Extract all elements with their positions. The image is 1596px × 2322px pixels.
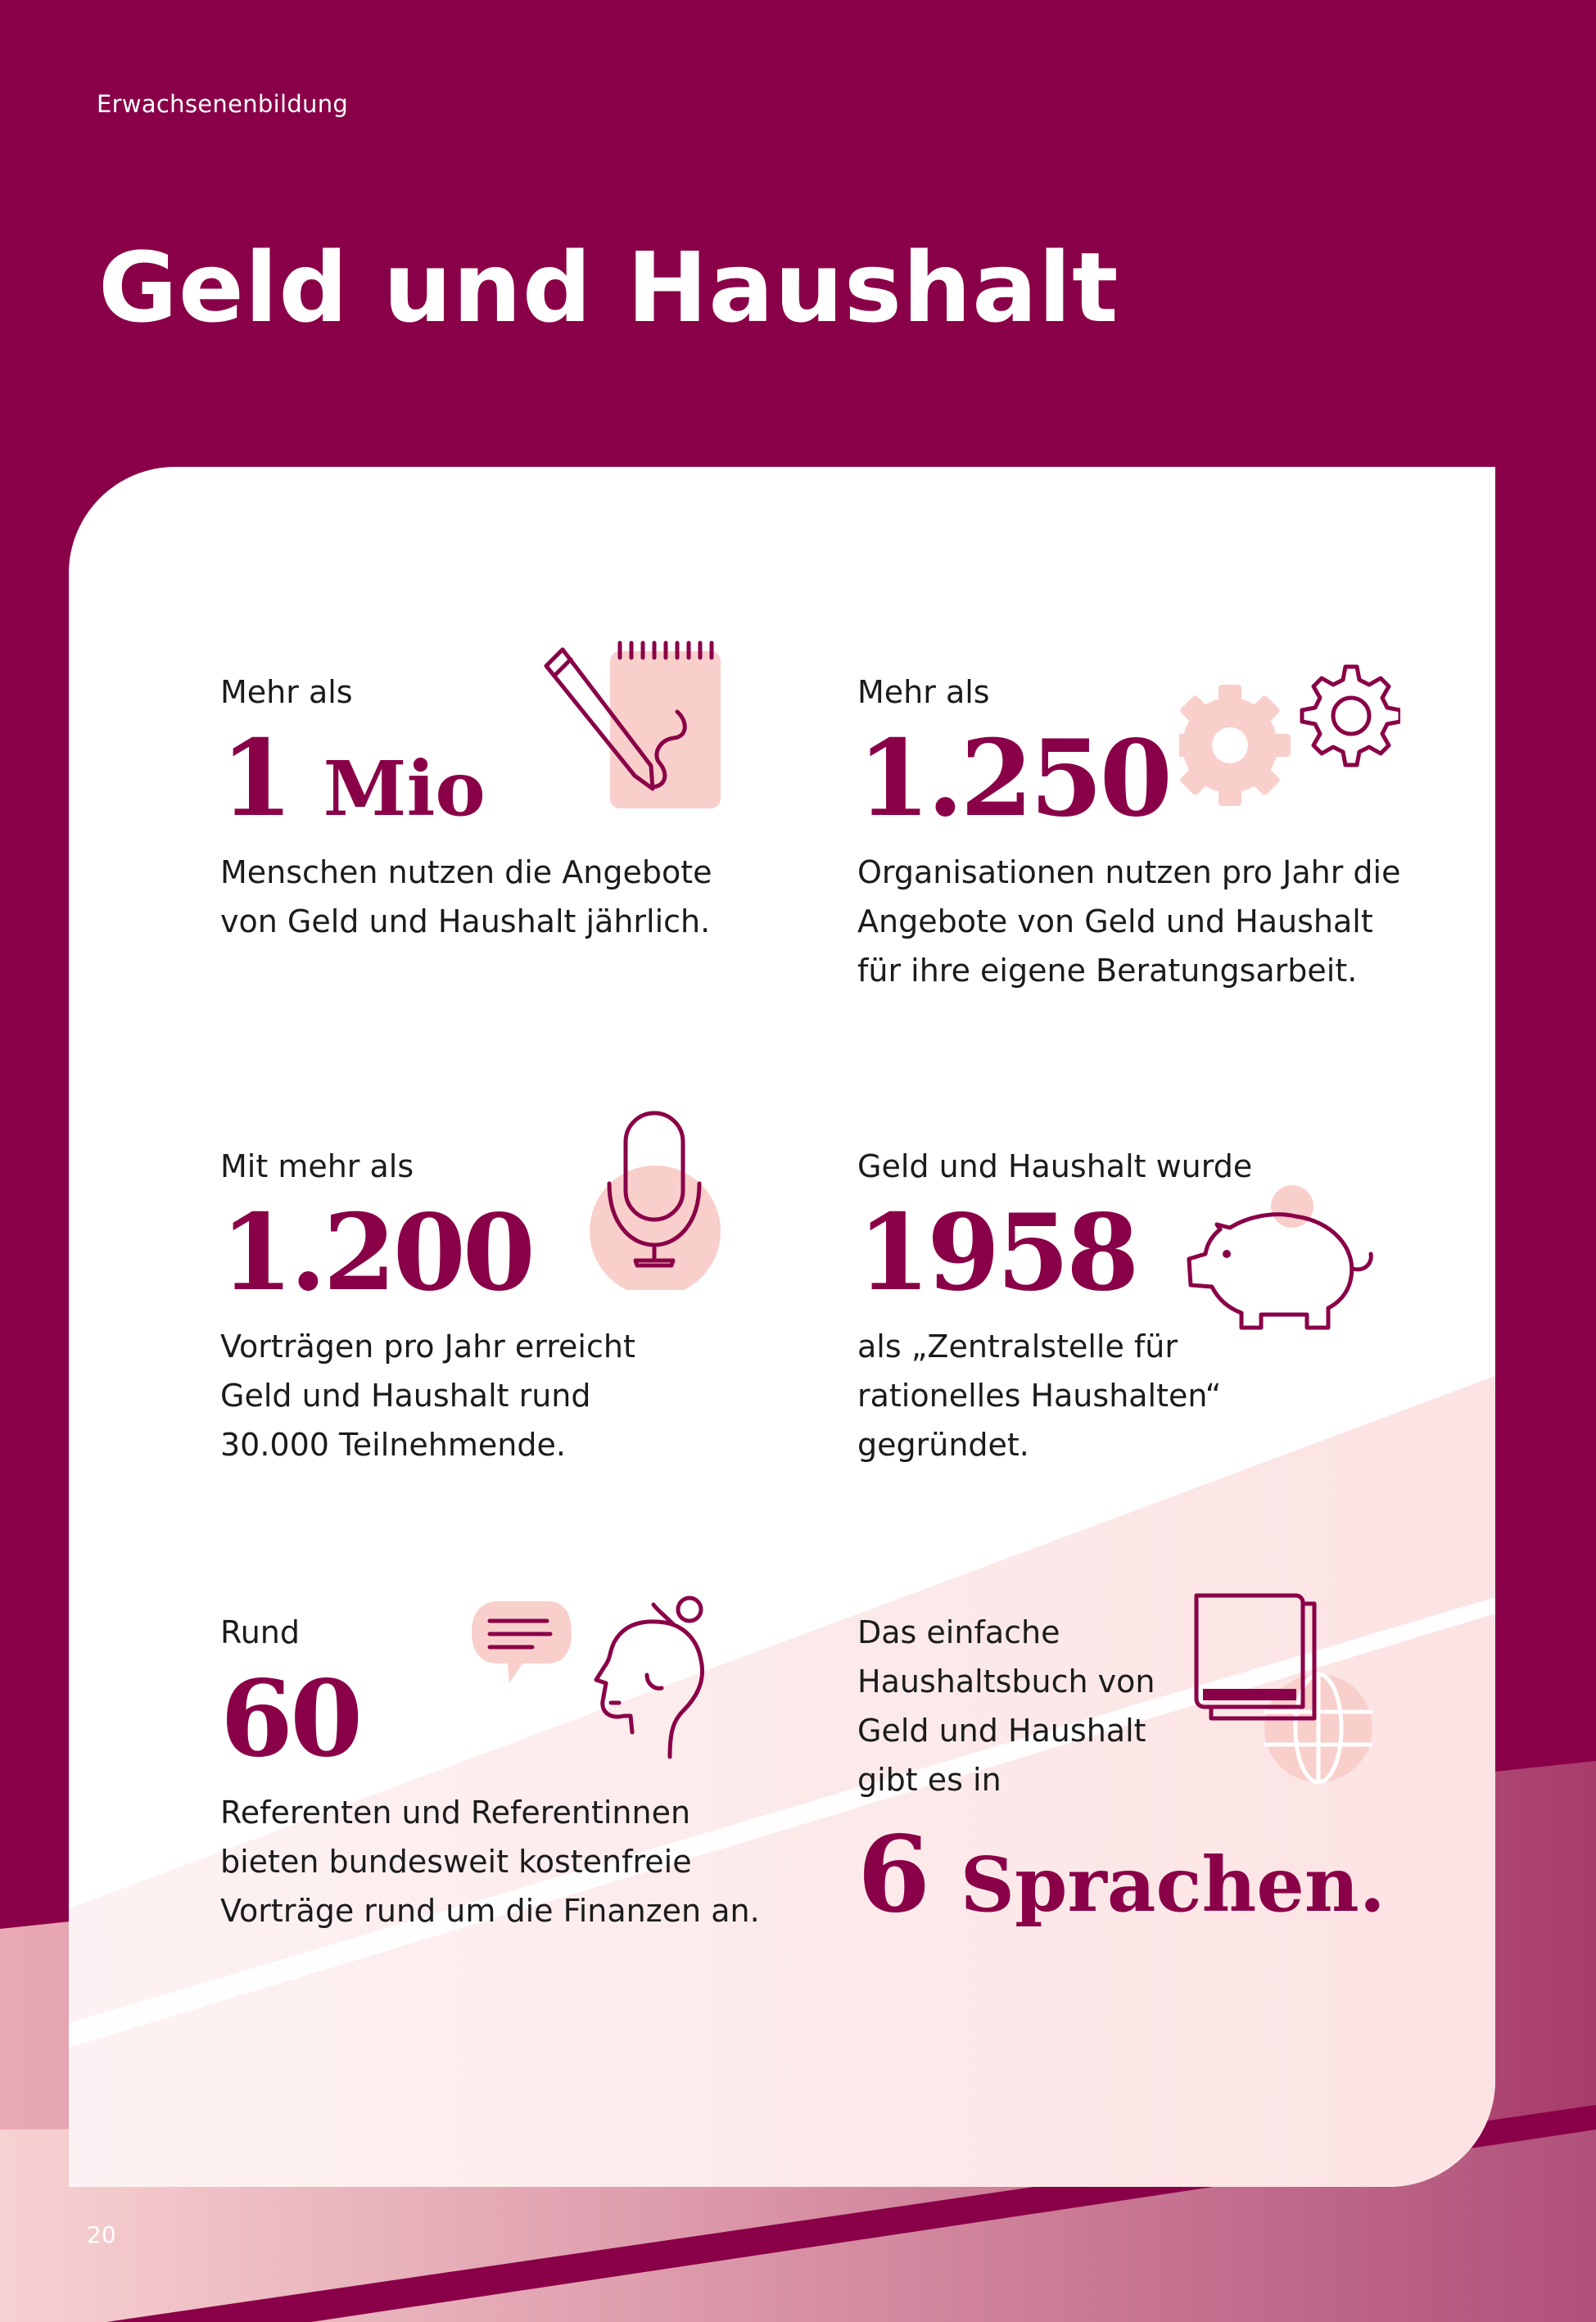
notepad-pen-icon [536,635,729,815]
stat-speakers-description [220,1788,777,1935]
desc-line: bieten bundesweit kostenfreie [220,1844,692,1880]
speaker-head-icon [450,1593,729,1765]
stat-organisations [857,668,1496,995]
stat-people-prefix: Mehr als [220,674,353,710]
stat-languages-number [857,1813,1480,1936]
desc-line: Angebote von Geld und Haushalt [857,903,1373,939]
piggy-bank-icon [1179,1184,1380,1335]
stat-languages [857,1608,1480,1936]
page-number: 20 [87,2221,116,2248]
stat-founded-prefix: Geld und Haushalt wurde [857,1148,1253,1184]
stat-organisations-number: 1.250 [857,717,1169,840]
desc-line: Vorträgen pro Jahr erreicht [220,1328,635,1365]
stat-languages-value: 6 [857,1813,928,1936]
book-globe-icon [1191,1589,1376,1786]
desc-line: Menschen nutzen die Angebote [220,854,712,890]
prefix-line: Haushaltsbuch von [857,1663,1155,1700]
gears-icon [1179,655,1400,819]
desc-line: gegründet. [857,1427,1029,1463]
stat-lectures-number: 1.200 [220,1192,532,1315]
desc-line: Referenten und Referentinnen [220,1795,691,1831]
desc-line: für ihre eigene Beratungsarbeit. [857,953,1358,989]
stat-organisations-prefix: Mehr als [857,674,990,710]
stat-speakers-prefix: Rund [220,1614,300,1650]
prefix-line: Geld und Haushalt [857,1713,1146,1749]
stat-lectures-prefix: Mit mehr als [220,1148,414,1184]
desc-line: 30.000 Teilnehmende. [220,1427,566,1463]
prefix-line: gibt es in [857,1762,1001,1798]
desc-line: rationelles Haushalten“ [857,1378,1222,1414]
prefix-line: Das einfache [857,1614,1060,1650]
stat-founded-number: 1958 [857,1192,1137,1315]
desc-line: als „Zentralstelle für [857,1328,1178,1365]
stat-languages-prefix [857,1608,1480,1804]
stat-people-unit: Mio [323,745,486,833]
stat-speakers-number: 60 [220,1658,360,1781]
stat-people-value: 1 [220,717,291,840]
microphone-icon [581,1110,729,1290]
desc-line: Vorträge rund um die Finanzen an. [220,1893,760,1929]
desc-line: von Geld und Haushalt jährlich. [220,903,711,939]
desc-line: Geld und Haushalt rund [220,1378,591,1414]
stat-people-description [220,848,744,946]
stat-organisations-description [857,848,1496,995]
section-label: Erwachsenenbildung [97,90,349,118]
stat-founded-description [857,1322,1496,1469]
stat-languages-unit: Sprachen. [960,1840,1386,1929]
page-title: Geld und Haushalt [98,231,1119,344]
stat-founded [857,1142,1496,1469]
desc-line: Organisationen nutzen pro Jahr die [857,854,1401,890]
stat-lectures-description [220,1322,744,1469]
